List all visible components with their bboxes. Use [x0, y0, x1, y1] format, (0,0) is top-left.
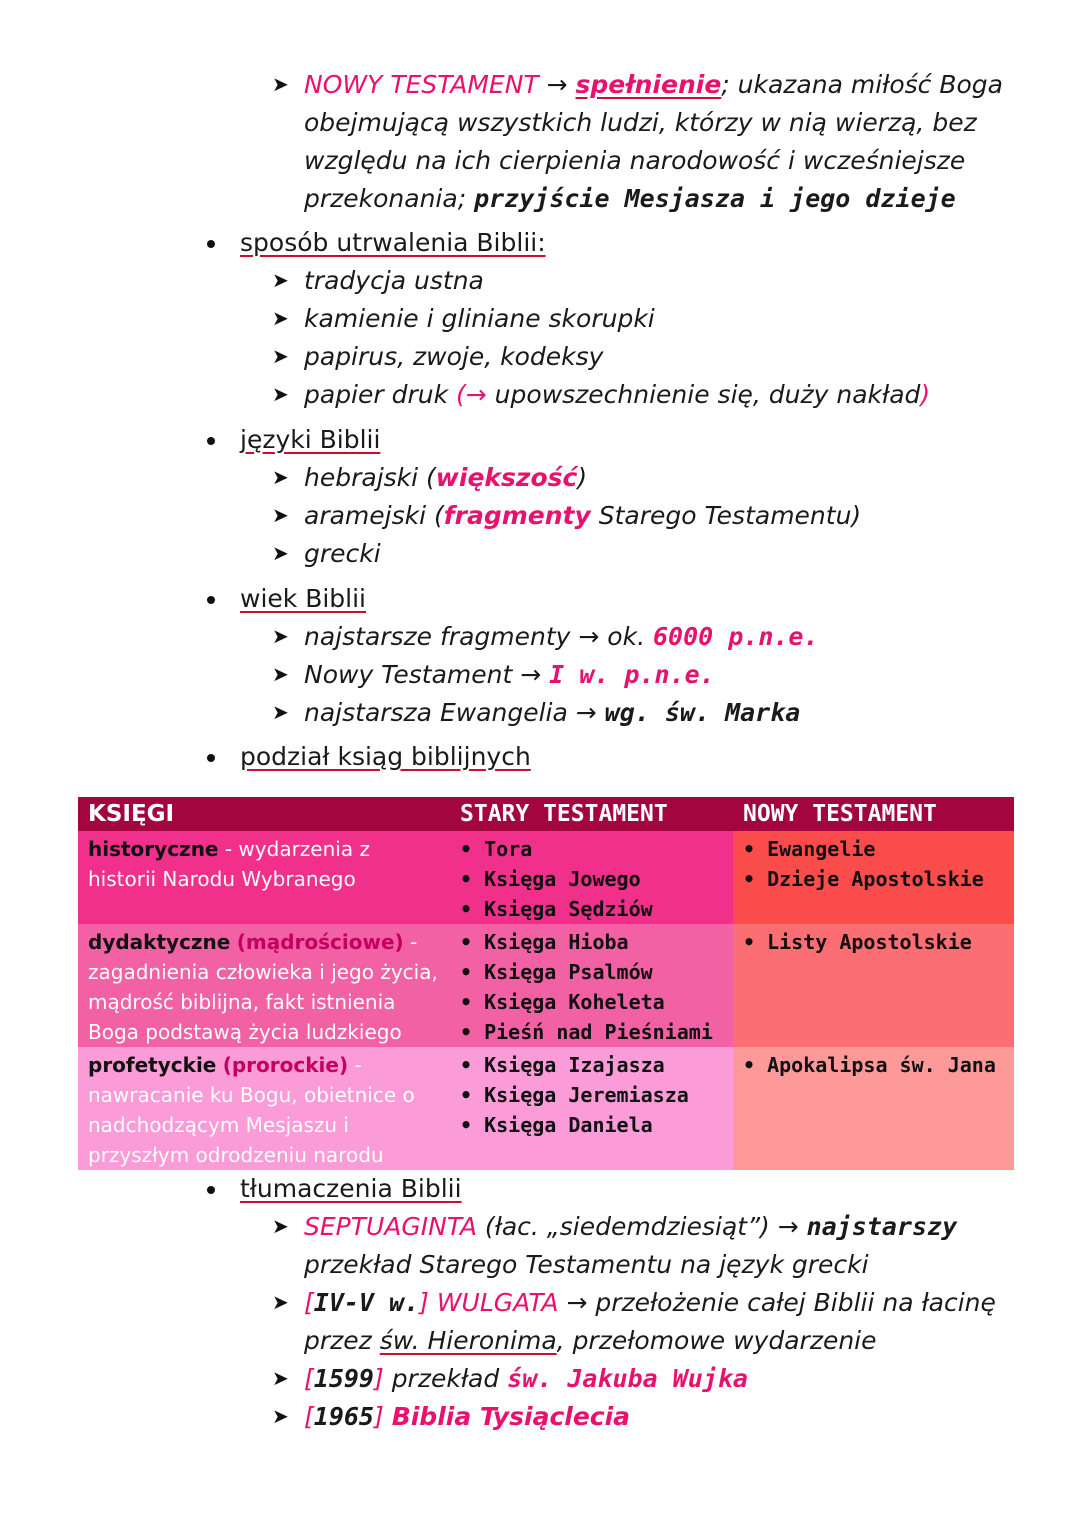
arrow-bullet-icon: ➤	[272, 1214, 289, 1238]
bullet-icon	[207, 240, 215, 248]
preservation-item-4: papier druk (→ upowszechnienie się, duży nakład)	[304, 380, 931, 409]
list-item: • Księga Hioba	[460, 927, 725, 957]
list-item: • Księga Daniela	[460, 1110, 725, 1140]
arrow-bullet-icon: ➤	[272, 72, 289, 96]
arrow-bullet-icon: ➤	[272, 1404, 289, 1428]
language-greek: grecki	[304, 539, 381, 568]
translation-septuagint: SEPTUAGINTA (łac. „siedemdziesiąt”) → najstarszy	[304, 1212, 958, 1241]
table-header-books: KSIĘGI	[78, 797, 450, 831]
list-item: • Księga Izajasza	[460, 1050, 725, 1080]
arrow-bullet-icon: ➤	[272, 662, 289, 686]
arrow-bullet-icon: ➤	[272, 503, 289, 527]
list-item: • Ewangelie	[743, 834, 1006, 864]
table-header-row	[78, 797, 1014, 831]
table-row	[78, 1047, 1014, 1170]
ot-books-cell	[450, 924, 733, 1047]
bullet-icon	[207, 754, 215, 762]
arrow-bullet-icon: ➤	[272, 1290, 289, 1314]
ot-books-cell	[450, 831, 733, 924]
translation-vulgate-cont: przez św. Hieronima, przełomowe wydarzenie	[304, 1326, 877, 1355]
translation-millennium: [1965] Biblia Tysiąclecia	[304, 1402, 631, 1431]
arrow-bullet-icon: ➤	[272, 1366, 289, 1390]
books-table	[78, 797, 1014, 1170]
arrow-bullet-icon: ➤	[272, 344, 289, 368]
list-item: • Dzieje Apostolskie	[743, 864, 1006, 894]
arrow-bullet-icon: ➤	[272, 624, 289, 648]
nt-line-3: względu na ich cierpienia narodowość i wcześniejsze	[304, 146, 966, 175]
nt-line-4: przekonania; przyjście Mesjasza i jego dzieje	[304, 184, 956, 213]
list-item: • Księga Jowego	[460, 864, 725, 894]
languages-heading: języki Biblii	[240, 425, 381, 454]
category-cell: dydaktyczne (mądrościowe) - zagadnienia człowieka i jego życia, mądrość biblijna, fakt istnienia Boga podstawą życia ludzkiego	[78, 924, 450, 1047]
arrow-bullet-icon: ➤	[272, 382, 289, 406]
arrow-bullet-icon: ➤	[272, 465, 289, 489]
preservation-item-2: kamienie i gliniane skorupki	[304, 304, 655, 333]
table-header-ot: STARY TESTAMENT	[450, 797, 733, 831]
bullet-icon	[207, 1186, 215, 1194]
age-item-2: Nowy Testament → I w. p.n.e.	[304, 660, 715, 689]
translation-vulgate: [IV-V w.] WULGATA → przełożenie całej Biblii na łacinę	[304, 1288, 996, 1317]
nt-books-cell	[733, 1047, 1014, 1170]
list-item: • Księga Jeremiasza	[460, 1080, 725, 1110]
language-hebrew: hebrajski (większość)	[304, 463, 588, 492]
age-item-1: najstarsze fragmenty → ok. 6000 p.n.e.	[304, 622, 819, 651]
translations-heading: tłumaczenia Biblii	[240, 1174, 462, 1203]
bullet-icon	[207, 596, 215, 604]
nt-books-cell	[733, 924, 1014, 1047]
arrow-bullet-icon: ➤	[272, 268, 289, 292]
ot-books-cell	[450, 1047, 733, 1170]
translation-septuagint-cont: przekład Starego Testamentu na język grecki	[304, 1250, 869, 1279]
translation-wujek: [1599] przekład św. Jakuba Wujka	[304, 1364, 748, 1393]
age-heading: wiek Biblii	[240, 584, 367, 613]
language-aramaic: aramejski (fragmenty Starego Testamentu)	[304, 501, 862, 530]
nt-line-2: obejmującą wszystkich ludzi, którzy w nią wierzą, bez	[304, 108, 977, 137]
table-row	[78, 924, 1014, 1047]
preservation-item-3: papirus, zwoje, kodeksy	[304, 342, 604, 371]
nt-books-cell	[733, 831, 1014, 924]
preservation-heading: sposób utrwalenia Biblii:	[240, 228, 546, 257]
preservation-item-1: tradycja ustna	[304, 266, 484, 295]
arrow-bullet-icon: ➤	[272, 700, 289, 724]
table-header-nt: NOWY TESTAMENT	[733, 797, 1014, 831]
division-heading: podział ksiąg biblijnych	[240, 742, 531, 771]
list-item: • Listy Apostolskie	[743, 927, 1006, 957]
arrow-bullet-icon: ➤	[272, 541, 289, 565]
nt-line-1: NOWY TESTAMENT → spełnienie; ukazana miłość Boga	[304, 70, 1003, 99]
list-item: • Księga Psalmów	[460, 957, 725, 987]
bullet-icon	[207, 437, 215, 445]
list-item: • Księga Koheleta	[460, 987, 725, 1017]
category-cell: profetyckie (prorockie) - nawracanie ku Bogu, obietnice o nadchodzącym Mesjaszu i przyszłym odrodzeniu narodu	[78, 1047, 450, 1170]
list-item: • Księga Sędziów	[460, 894, 725, 924]
list-item: • Tora	[460, 834, 725, 864]
category-cell: historyczne - wydarzenia z historii Narodu Wybranego	[78, 831, 450, 924]
list-item: • Pieśń nad Pieśniami	[460, 1017, 725, 1047]
list-item: • Apokalipsa św. Jana	[743, 1050, 1006, 1080]
age-item-3: najstarsza Ewangelia → wg. św. Marka	[304, 698, 801, 727]
table-row	[78, 831, 1014, 924]
arrow-bullet-icon: ➤	[272, 306, 289, 330]
